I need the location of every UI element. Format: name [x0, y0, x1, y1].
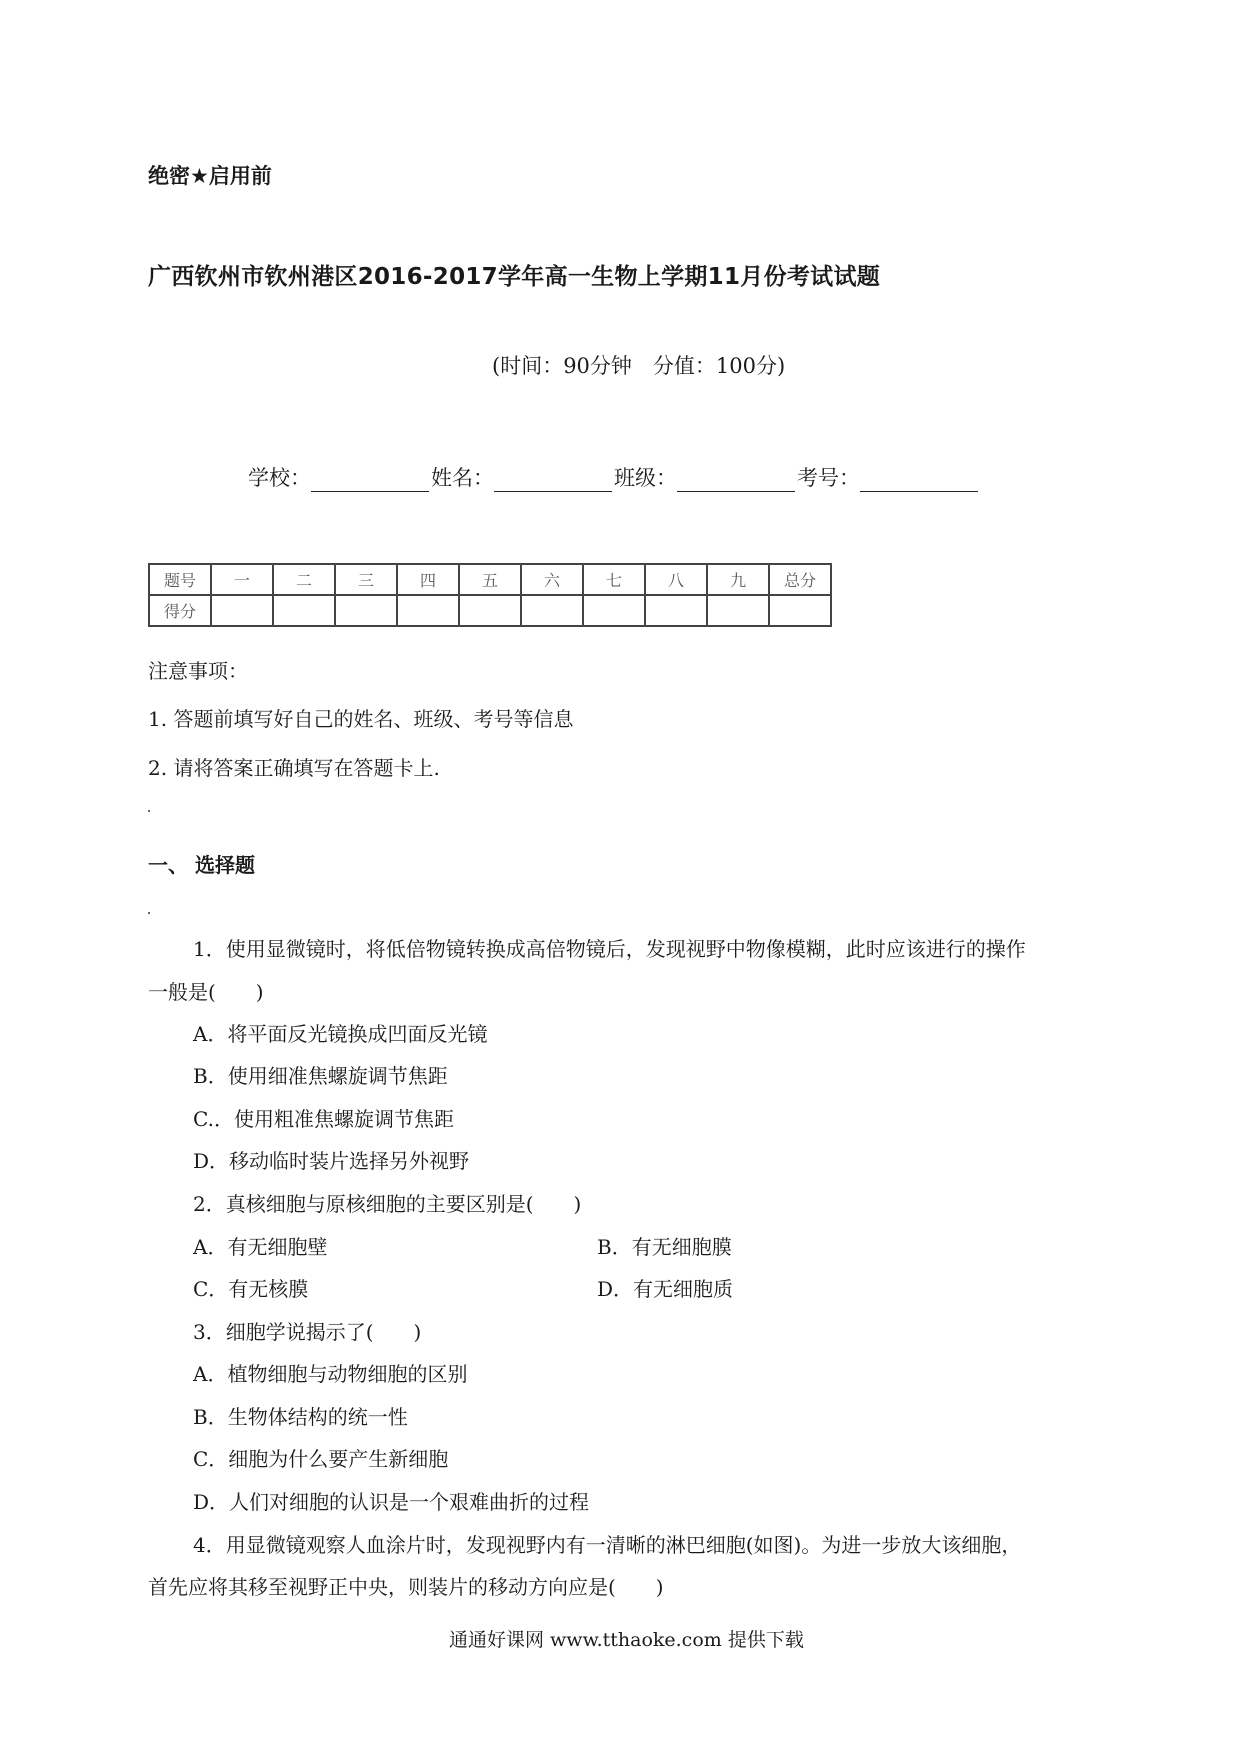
table-cell: 五: [459, 564, 521, 595]
table-cell: 二: [273, 564, 335, 595]
question-1-stem-line1: 1．使用显微镜时，将低倍物镜转换成高倍物镜后，发现视野中物像模糊，此时应该进行的操作: [193, 937, 1026, 961]
question-4-stem-line1: 4．用显微镜观察人血涂片时，发现视野内有一清晰的淋巴细胞(如图)。为进一步放大该细胞，: [193, 1533, 1022, 1557]
question-2-option-a: A．有无细胞壁: [193, 1235, 328, 1259]
exam-no-label: 考号：: [797, 466, 860, 490]
secret-label: 绝密★启用前: [148, 164, 272, 188]
score-cell: [583, 595, 645, 626]
student-info-fields: [248, 462, 980, 492]
table-cell: 得分: [149, 595, 211, 626]
score-cell: [645, 595, 707, 626]
score-cell: [521, 595, 583, 626]
question-3-option-c: C．细胞为什么要产生新细胞: [193, 1447, 449, 1471]
question-4-stem-line2: 首先应将其移至视野正中央，则装片的移动方向应是( ): [148, 1575, 664, 1599]
score-cell: [211, 595, 273, 626]
school-blank: [311, 469, 429, 492]
table-cell: 八: [645, 564, 707, 595]
score-table: [148, 563, 832, 627]
score-cell: [273, 595, 335, 626]
question-1-option-b: B．使用细准焦螺旋调节焦距: [193, 1064, 448, 1088]
score-cell: [769, 595, 831, 626]
class-label: 班级：: [614, 466, 677, 490]
question-1-stem-line2: 一般是( ): [148, 980, 264, 1004]
score-cell: [397, 595, 459, 626]
question-3-stem: 3．细胞学说揭示了( ): [193, 1320, 422, 1344]
name-label: 姓名：: [431, 466, 494, 490]
school-label: 学校：: [248, 466, 311, 490]
class-blank: [677, 469, 795, 492]
table-cell: 七: [583, 564, 645, 595]
note-item: 2. 请将答案正确填写在答题卡上.: [148, 756, 440, 780]
question-1-option-a: A．将平面反光镜换成凹面反光镜: [193, 1022, 488, 1046]
question-2-option-c: C．有无核膜: [193, 1277, 309, 1301]
table-cell: 三: [335, 564, 397, 595]
question-1-option-c: C.．使用粗准焦螺旋调节焦距: [193, 1107, 454, 1131]
exam-no-blank: [860, 469, 978, 492]
score-table-header-row: [149, 564, 831, 595]
stray-mark: [148, 912, 150, 914]
notes-title: 注意事项：: [148, 659, 248, 683]
question-1-option-d: D．移动临时装片选择另外视野: [193, 1149, 470, 1173]
score-cell: [459, 595, 521, 626]
name-blank: [494, 469, 612, 492]
table-cell: 九: [707, 564, 769, 595]
score-table-score-row: [149, 595, 831, 626]
question-2-stem: 2．真核细胞与原核细胞的主要区别是( ): [193, 1192, 582, 1216]
table-cell: 四: [397, 564, 459, 595]
question-3-option-a: A．植物细胞与动物细胞的区别: [193, 1362, 468, 1386]
table-cell: 总分: [769, 564, 831, 595]
table-cell: 题号: [149, 564, 211, 595]
exam-title: 广西钦州市钦州港区2016-2017学年高一生物上学期11月份考试试题: [148, 264, 881, 290]
question-2-option-d: D．有无细胞质: [597, 1277, 734, 1301]
stray-mark: [148, 810, 150, 812]
section-title: 一、 选择题: [148, 853, 255, 877]
time-score-info: (时间：90分钟 分值：100分): [492, 354, 786, 378]
question-3-option-d: D．人们对细胞的认识是一个艰难曲折的过程: [193, 1490, 590, 1514]
table-cell: 六: [521, 564, 583, 595]
footer-source: 通通好课网 www.tthaoke.com 提供下载: [449, 1629, 804, 1651]
score-cell: [707, 595, 769, 626]
question-3-option-b: B．生物体结构的统一性: [193, 1405, 408, 1429]
score-cell: [335, 595, 397, 626]
question-2-option-b: B．有无细胞膜: [597, 1235, 732, 1259]
note-item: 1. 答题前填写好自己的姓名、班级、考号等信息: [148, 707, 574, 731]
table-cell: 一: [211, 564, 273, 595]
